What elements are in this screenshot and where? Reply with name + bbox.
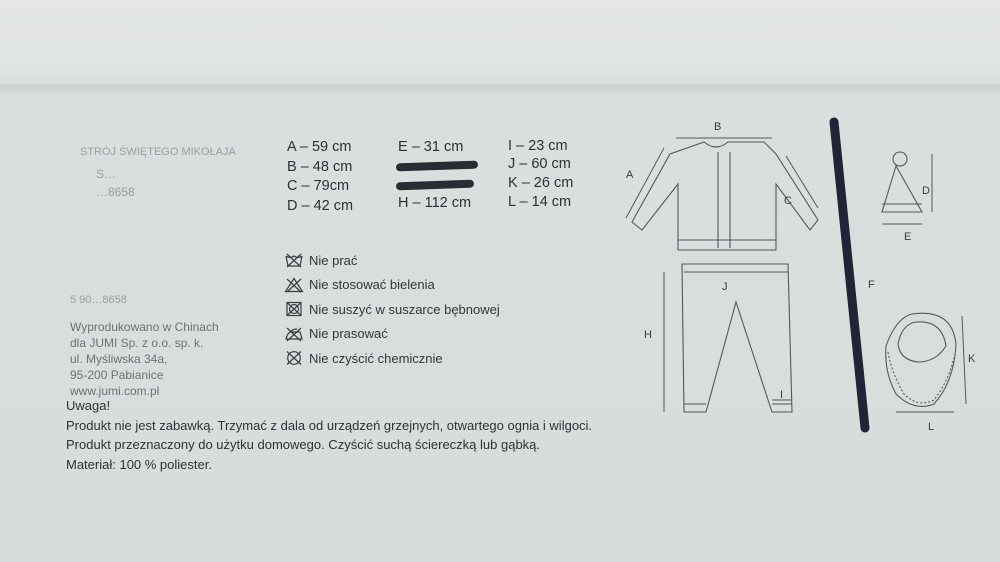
care-label: Nie czyścić chemicznie [309, 350, 443, 366]
redaction-mark [396, 180, 474, 191]
label-e: E [904, 231, 912, 243]
manufacturer-info [70, 319, 219, 399]
care-item-no-wash [284, 248, 500, 273]
staff [834, 122, 865, 428]
care-label: Nie prać [309, 252, 358, 268]
label-l: L [928, 421, 935, 433]
label-j: J [722, 281, 728, 293]
care-instructions [284, 248, 500, 371]
care-item-no-dry-clean [284, 346, 500, 371]
pants-outline [682, 264, 792, 412]
dim-l: L – 14 cm [508, 194, 572, 210]
warning-title: Uwaga! [66, 398, 111, 413]
redaction-mark [396, 161, 478, 172]
manufacturer-line: Wyprodukowano w Chinach [70, 320, 219, 334]
label-a: A [626, 169, 634, 181]
product-ean: …8658 [96, 185, 135, 199]
label-h: H [644, 329, 652, 341]
costume-diagram [612, 112, 1000, 442]
no-dry-clean-icon [284, 350, 304, 366]
label-c: C [784, 195, 792, 207]
dim-i: I – 23 cm [508, 138, 568, 154]
dim-j: J – 60 cm [508, 156, 571, 172]
care-label: Nie prasować [309, 326, 388, 342]
dim-a: A – 59 cm [287, 139, 352, 155]
label-i: I [780, 389, 784, 401]
beard-inner [898, 322, 946, 362]
barcode-digits: 5 90…8658 [70, 294, 127, 306]
care-item-no-iron [284, 322, 500, 347]
hat-outline [882, 166, 922, 212]
warning-line: Materiał: 100 % poliester. [66, 456, 212, 472]
box-fold-shadow [0, 84, 1000, 94]
care-label: Nie suszyć w suszarce bębnowej [309, 301, 500, 317]
manufacturer-line: www.jumi.com.pl [70, 384, 160, 398]
care-label: Nie stosować bielenia [309, 277, 435, 293]
label-b: B [714, 121, 722, 133]
dim-d: D – 42 cm [287, 198, 354, 214]
product-code: S… [96, 167, 117, 181]
warning-notice [66, 396, 592, 474]
label-f: F [868, 279, 875, 291]
no-wash-icon [284, 252, 304, 268]
warning-line: Produkt przeznaczony do użytku domowego. Czyścić suchą ściereczką lub gąbką. [66, 437, 541, 452]
no-tumble-dry-icon [284, 301, 304, 317]
dim-c: C – 79cm [287, 178, 350, 194]
label-d: D [922, 185, 930, 197]
care-item-no-bleach [284, 273, 500, 298]
jacket-placket [678, 152, 776, 248]
dim-h: H – 112 cm [398, 195, 472, 211]
care-item-no-tumble-dry [284, 297, 500, 322]
manufacturer-line: 95-200 Pabianice [70, 368, 164, 382]
dim-e: E – 31 cm [398, 139, 464, 155]
product-name: STRÓJ ŚWIĘTEGO MIKOŁAJA [80, 146, 236, 158]
hat-pompom [893, 152, 907, 166]
dim-k: K – 26 cm [508, 175, 574, 191]
no-iron-icon [284, 326, 304, 342]
no-bleach-icon [284, 277, 304, 293]
manufacturer-line: dla JUMI Sp. z o.o. sp. k. [70, 336, 204, 350]
manufacturer-line: ul. Myśliwska 34a, [70, 352, 168, 366]
dim-b: B – 48 cm [287, 159, 353, 175]
beard-outline [886, 313, 956, 406]
warning-line: Produkt nie jest zabawką. Trzymać z dala od urządzeń grzejnych, otwartego ognia i wilgoci. [66, 417, 593, 433]
label-k: K [968, 353, 976, 365]
